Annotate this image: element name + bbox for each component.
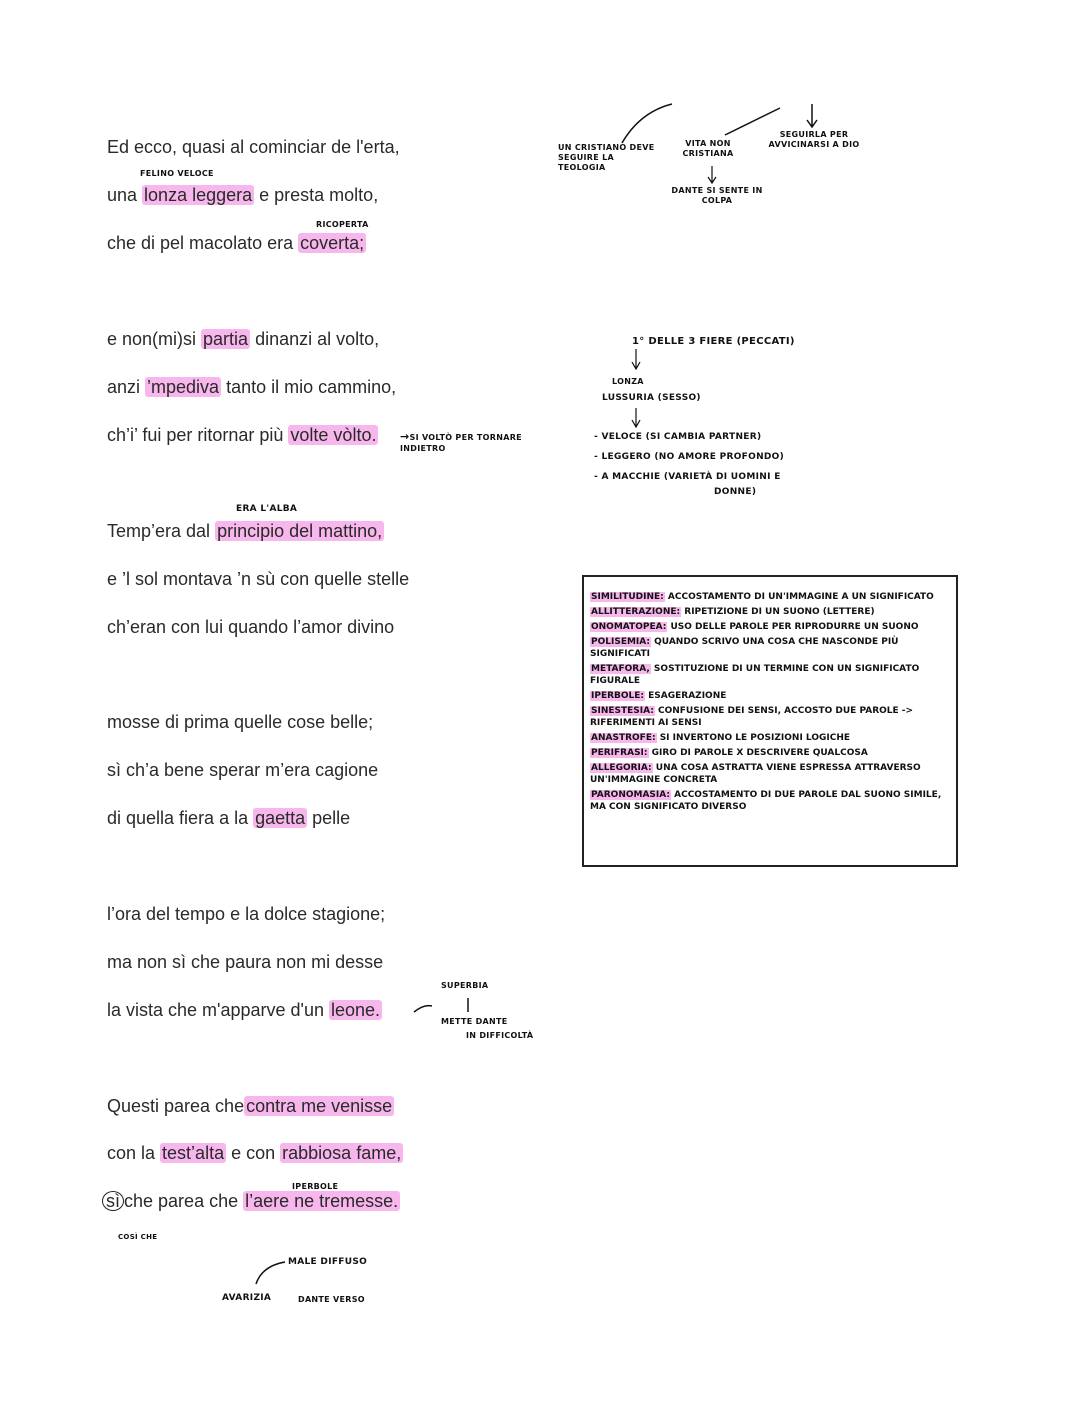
highlight: principio del mattino, [217, 521, 383, 541]
note-lonza: LONZA [612, 377, 644, 386]
note-tornare: →SI VOLTÒ PER TORNARE INDIETRO [400, 430, 522, 453]
note-iperbole: IPERBOLE [292, 1182, 339, 1191]
note-macchie: - A MACCHIE (VARIETÀ DI UOMINI E [594, 472, 781, 482]
note-difficolta: IN DIFFICOLTÀ [466, 1031, 534, 1040]
verse-line-7: Temp’era dal principio del mattino, [107, 521, 383, 541]
verse-line-16: Questi parea che contra me venisse [107, 1096, 393, 1116]
note-veloce: - VELOCE (SI CAMBIA PARTNER) [594, 432, 762, 442]
figure-entry: SIMILITUDINE: ACCOSTAMENTO DI UN'IMMAGINE A UN SIGNIFICATO [591, 592, 934, 602]
verse-line-11: sì ch’a bene sperar m’era cagione [107, 760, 379, 780]
note-cosi-che: COSÌ CHE [118, 1233, 158, 1241]
highlight: contra me venisse [246, 1096, 393, 1116]
note-male-diffuso: MALE DIFFUSO [288, 1257, 368, 1267]
highlight: test’alta [162, 1143, 225, 1163]
figure-entry: IPERBOLE: ESAGERAZIONE [591, 691, 727, 701]
highlight: ’mpediva [147, 377, 220, 397]
note-lussuria: LUSSURIA (SESSO) [602, 393, 701, 403]
verse-line-15: la vista che m'apparve d'un leone. [107, 1000, 381, 1020]
verse-line-12: di quella fiera a la gaetta pelle [107, 808, 351, 828]
circled-word: sì [102, 1191, 124, 1211]
figure-entry: ANASTROFE: SI INVERTONO LE POSIZIONI LOGICHE [591, 733, 851, 743]
note-donne: DONNE) [714, 487, 757, 497]
verse-line-1: Ed ecco, quasi al cominciar de l'erta, [107, 137, 400, 157]
verse-line-6: ch’i’ fui per ritornar più volte vòlto. [107, 425, 377, 445]
verse-line-8: e ’l sol montava ’n sù con quelle stelle [107, 569, 410, 589]
note-dante-verso: DANTE VERSO [298, 1295, 365, 1304]
verse-line-4: e non(mi)si partia dinanzi al volto, [107, 329, 380, 349]
figure-entry: PARONOMASIA: ACCOSTAMENTO DI DUE PAROLE DAL SUONO SIMILE, MA CON SIGNIFICATO DIVERSO [590, 790, 942, 812]
figure-entry: ONOMATOPEA: USO DELLE PAROLE PER RIPRODURRE UN SUONO [591, 622, 919, 632]
highlight: lonza leggera [144, 185, 253, 205]
figure-entry: ALLITTERAZIONE: RIPETIZIONE DI UN SUONO (LETTERE) [591, 607, 875, 617]
highlight: partia [203, 329, 249, 349]
figure-entry: PERIFRASI: GIRO DI PAROLE X DESCRIVERE QUALCOSA [591, 748, 868, 758]
figure-entry: SINESTESIA: CONFUSIONE DEI SENSI, ACCOSTO DUE PAROLE -> RIFERIMENTI AI SENSI [590, 706, 914, 728]
verse-line-18: sì che parea che l’aere ne tremesse. [102, 1190, 400, 1212]
note-seguirla: SEGUIRLA PER AVVICINARSI A DIO [768, 130, 860, 149]
highlight: coverta; [300, 233, 365, 253]
verse-line-14: ma non sì che paura non mi desse [107, 952, 384, 972]
note-ricoperta: RICOPERTA [316, 220, 369, 229]
verse-line-3: che di pel macolato era coverta; [107, 233, 365, 253]
verse-line-9: ch’eran con lui quando l’amor divino [107, 617, 395, 637]
note-mette: METTE DANTE [441, 1017, 508, 1026]
figure-entry: POLISEMIA: QUANDO SCRIVO UNA COSA CHE NASCONDE PIÙ SIGNIFICATI [590, 637, 899, 659]
verse-line-13: l’ora del tempo e la dolce stagione; [107, 904, 386, 924]
note-avarizia: AVARIZIA [222, 1293, 272, 1303]
note-superbia: SUPERBIA [441, 981, 489, 990]
note-leggero: - LEGGERO (NO AMORE PROFONDO) [594, 452, 785, 462]
figure-entry: ALLEGORIA: UNA COSA ASTRATTA VIENE ESPRESSA ATTRAVERSO UN'IMMAGINE CONCRETA [590, 763, 921, 785]
verse-line-17: con la test’alta e con rabbiosa fame, [107, 1143, 402, 1163]
note-cristiano: UN CRISTIANO DEVE SEGUIRE LA TEOLOGIA [558, 143, 655, 172]
verse-line-5: anzi ’mpediva tanto il mio cammino, [107, 377, 397, 397]
highlight: leone. [331, 1000, 381, 1020]
highlight: l’aere ne tremesse. [245, 1191, 399, 1211]
note-colpa: DANTE SI SENTE IN COLPA [671, 186, 763, 205]
note-alba: ERA L'ALBA [236, 504, 298, 514]
note-fiere: 1° DELLE 3 FIERE (PECCATI) [632, 336, 795, 347]
verse-line-2: una lonza leggera e presta molto, [107, 185, 379, 205]
circled-word: (mi) [152, 329, 184, 349]
note-felino: FELINO VELOCE [140, 169, 214, 178]
note-vita-non-cristiana: VITA NON CRISTIANA [682, 139, 734, 158]
highlight: rabbiosa fame, [282, 1143, 402, 1163]
highlight: gaetta [255, 808, 306, 828]
rhetorical-figures-box [582, 575, 958, 867]
verse-line-10: mosse di prima quelle cose belle; [107, 712, 374, 732]
figure-entry: METAFORA, SOSTITUZIONE DI UN TERMINE CON UN SIGNIFICATO FIGURALE [590, 664, 920, 686]
highlight: volte vòlto. [290, 425, 377, 445]
